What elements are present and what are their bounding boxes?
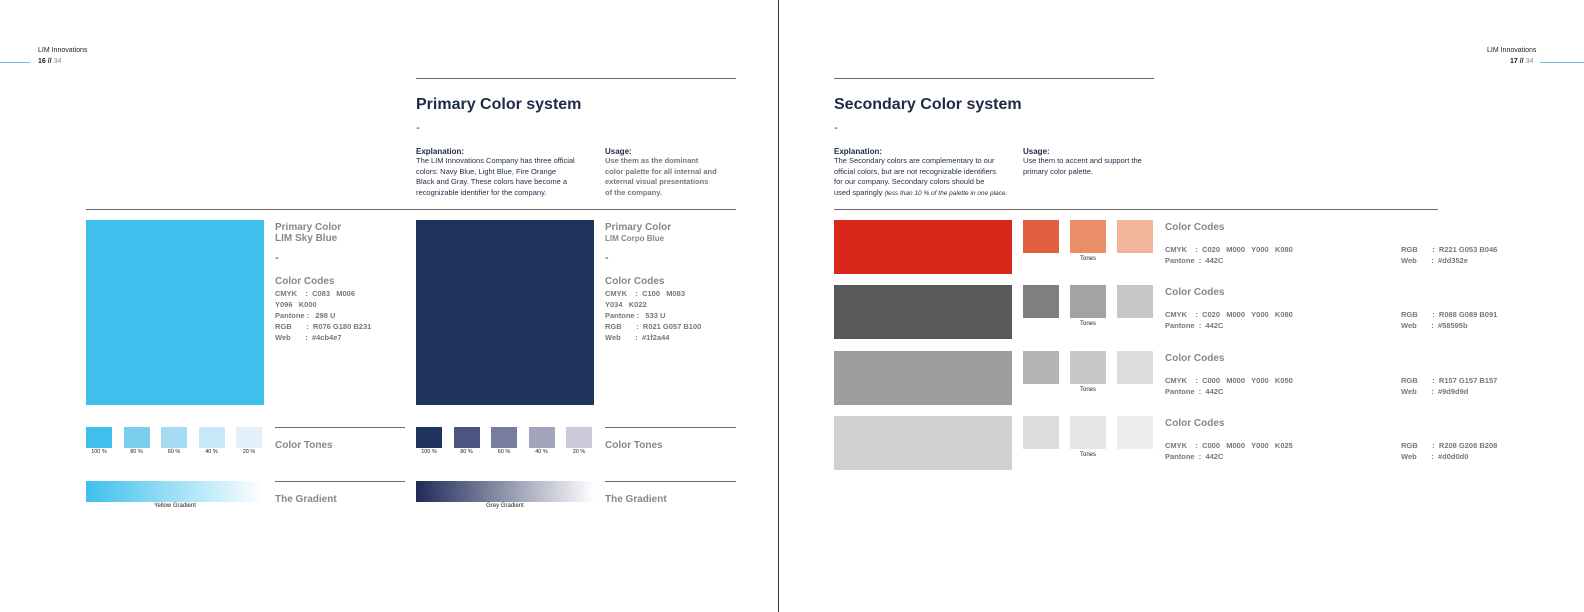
tone-swatch	[199, 427, 225, 448]
tone-swatch	[1023, 220, 1059, 253]
tone-percent-label: 40 %	[205, 449, 218, 455]
tone-percent-label: 80 %	[460, 449, 473, 455]
rgb-code: RGB : R221 G053 B046	[1401, 245, 1498, 254]
company-name: LIM Innovations	[38, 47, 88, 54]
codes-block	[275, 288, 371, 343]
title-rule	[834, 78, 1154, 79]
cmyk-code: CMYK : C000 M000 Y000 K025	[1165, 440, 1293, 450]
tone-percent-label: 20 %	[242, 449, 256, 455]
web-code: Web : #d0d0d0	[1401, 451, 1469, 461]
tone-swatch	[1070, 220, 1106, 253]
tone-swatch	[1023, 416, 1059, 449]
tone-swatch	[416, 427, 442, 448]
explanation-line: used sparingly (less than 10 % of the palette in one place.	[834, 187, 1008, 197]
tone-percent-label: 80 %	[130, 449, 143, 455]
corpo-blue-gradient	[416, 481, 594, 502]
secondary-swatch	[834, 220, 1012, 274]
tone-swatch	[1070, 285, 1106, 318]
tone-percent-label: 60 %	[497, 449, 511, 455]
pantone-code: Pantone : 442C	[1165, 256, 1224, 265]
gradient-rule	[605, 481, 736, 482]
tone-swatch	[1117, 416, 1153, 449]
code-line: CMYK : C083 M006	[275, 289, 356, 298]
tone-percent-label: 100 %	[91, 449, 107, 455]
header-rule	[1540, 62, 1584, 63]
tones-rule	[275, 427, 405, 428]
gradient-caption: Yellow Gradient	[154, 503, 196, 509]
code-line: Web : #1f2a44	[605, 333, 670, 342]
color-dash: -	[605, 252, 609, 264]
tone-swatch	[529, 427, 555, 448]
page-number: 16 // 34	[38, 58, 62, 65]
explanation-label: Explanation:	[416, 147, 465, 156]
tone-swatch	[124, 427, 150, 448]
gradient-caption: Grey Gradient	[486, 503, 524, 509]
color-heading: Primary Color	[275, 222, 342, 233]
page-title: Primary Color system	[416, 96, 582, 113]
secondary-swatch	[834, 285, 1012, 339]
tone-swatch	[1117, 285, 1153, 318]
explanation-line: official colors, but are not recognizable identifiers	[834, 166, 997, 176]
usage-block	[1023, 147, 1158, 177]
company-name: LIM Innovations	[1487, 47, 1537, 54]
title-dash: -	[834, 122, 838, 134]
usage-line: color palette for all internal and	[605, 166, 717, 176]
code-line: Y034 K022	[605, 300, 647, 309]
page-number: 17 // 34	[1510, 58, 1534, 65]
web-code: Web : #dd352e	[1401, 256, 1468, 265]
color-name: LIM Corpo Blue	[605, 234, 665, 243]
codes-heading: Color Codes	[275, 276, 335, 287]
sky-blue-gradient	[86, 481, 264, 502]
gradient-label: The Gradient	[275, 494, 337, 505]
codes-block	[605, 288, 701, 343]
tone-percent-label: 100 %	[421, 449, 437, 455]
codes-heading: Color Codes	[1165, 287, 1225, 299]
gradient-rule	[275, 481, 405, 482]
tones-label: Color Tones	[275, 440, 333, 451]
explanation-line: colors: Navy Blue, Light Blue, Fire Orange	[416, 166, 557, 176]
usage-line: primary color palette.	[1023, 166, 1094, 176]
rgb-code: RGB : R157 G157 B157	[1401, 375, 1498, 385]
usage-line: of the company.	[605, 187, 662, 197]
tone-swatch	[161, 427, 187, 448]
usage-label: Usage:	[605, 147, 632, 156]
usage-line: Use them to accent and support the	[1023, 156, 1142, 165]
tones-label: Color Tones	[605, 440, 663, 451]
tone-swatch	[86, 427, 112, 448]
code-line: Web : #4cb4e7	[275, 333, 342, 342]
sky-blue-swatch	[86, 220, 264, 405]
tones-label: Tones	[1079, 451, 1096, 458]
rgb-code: RGB : R208 G208 B208	[1401, 440, 1498, 450]
corpo-blue-swatch	[416, 220, 594, 405]
explanation-line: The LIM Innovations Company has three official	[416, 156, 575, 165]
tone-percent-label: 20 %	[572, 449, 586, 455]
page-spine	[778, 0, 779, 612]
explanation-line: for our company. Secondary colors should be	[834, 177, 985, 186]
codes-heading: Color Codes	[605, 276, 665, 287]
color-dash: -	[275, 252, 279, 264]
title-dash: -	[416, 122, 420, 134]
explanation-line: recognizable identifier for the company.	[416, 187, 547, 197]
tones-label: Tones	[1079, 386, 1096, 393]
page-title: Secondary Color system	[834, 96, 1022, 113]
pantone-code: Pantone : 442C	[1165, 321, 1224, 331]
tone-percent-label: 40 %	[535, 449, 548, 455]
usage-line: external visual presentations	[605, 177, 709, 186]
secondary-swatch	[834, 416, 1012, 470]
tones-label: Tones	[1079, 321, 1096, 328]
tone-swatch	[1023, 285, 1059, 318]
code-line: Y096 K000	[275, 300, 317, 309]
pantone-code: Pantone : 442C	[1165, 451, 1224, 461]
codes-heading: Color Codes	[1165, 222, 1225, 233]
tone-swatch	[1070, 416, 1106, 449]
explanation-block	[416, 147, 596, 198]
tone-swatch	[454, 427, 480, 448]
section-rule	[834, 209, 1438, 210]
code-line: Pantone : 298 U	[275, 311, 336, 320]
pantone-code: Pantone : 442C	[1165, 386, 1224, 396]
tone-swatch	[1070, 351, 1106, 384]
explanation-block	[834, 147, 1019, 199]
usage-label: Usage:	[1023, 147, 1050, 156]
code-line: Pantone : 533 U	[605, 311, 666, 320]
color-heading: Primary Color	[605, 222, 672, 233]
tone-swatch	[1117, 220, 1153, 253]
color-name: LIM Sky Blue	[275, 233, 338, 244]
tone-swatch	[491, 427, 517, 448]
explanation-line: Black and Gray. These colors have become a	[416, 177, 568, 186]
secondary-swatch	[834, 351, 1012, 405]
tone-swatch	[1117, 351, 1153, 384]
tone-swatch	[566, 427, 592, 448]
header-rule	[0, 62, 30, 63]
usage-block	[605, 147, 740, 198]
explanation-label: Explanation:	[834, 147, 883, 156]
explanation-line: The Secondary colors are complementary to our	[834, 156, 995, 165]
tone-percent-label: 60 %	[167, 449, 181, 455]
cmyk-code: CMYK : C020 M000 Y000 K080	[1165, 310, 1293, 320]
tone-swatch	[236, 427, 262, 448]
usage-line: Use them as the dominant	[605, 156, 699, 165]
tones-rule	[605, 427, 736, 428]
code-line: CMYK : C100 M083	[605, 289, 686, 298]
tone-swatch	[1023, 351, 1059, 384]
gradient-label: The Gradient	[605, 494, 667, 505]
web-code: Web : #58595b	[1401, 321, 1468, 331]
codes-heading: Color Codes	[1165, 352, 1225, 364]
tones-label: Tones	[1079, 256, 1096, 262]
cmyk-code: CMYK : C020 M000 Y000 K080	[1165, 245, 1293, 254]
web-code: Web : #9d9d9d	[1401, 386, 1469, 396]
code-line: RGB : R076 G180 B231	[275, 322, 372, 331]
title-rule	[416, 78, 736, 79]
codes-heading: Color Codes	[1165, 417, 1225, 429]
code-line: RGB : R021 G057 B100	[605, 322, 702, 331]
cmyk-code: CMYK : C000 M000 Y000 K050	[1165, 375, 1293, 385]
section-rule	[86, 209, 736, 210]
rgb-code: RGB : R088 G089 B091	[1401, 310, 1498, 320]
